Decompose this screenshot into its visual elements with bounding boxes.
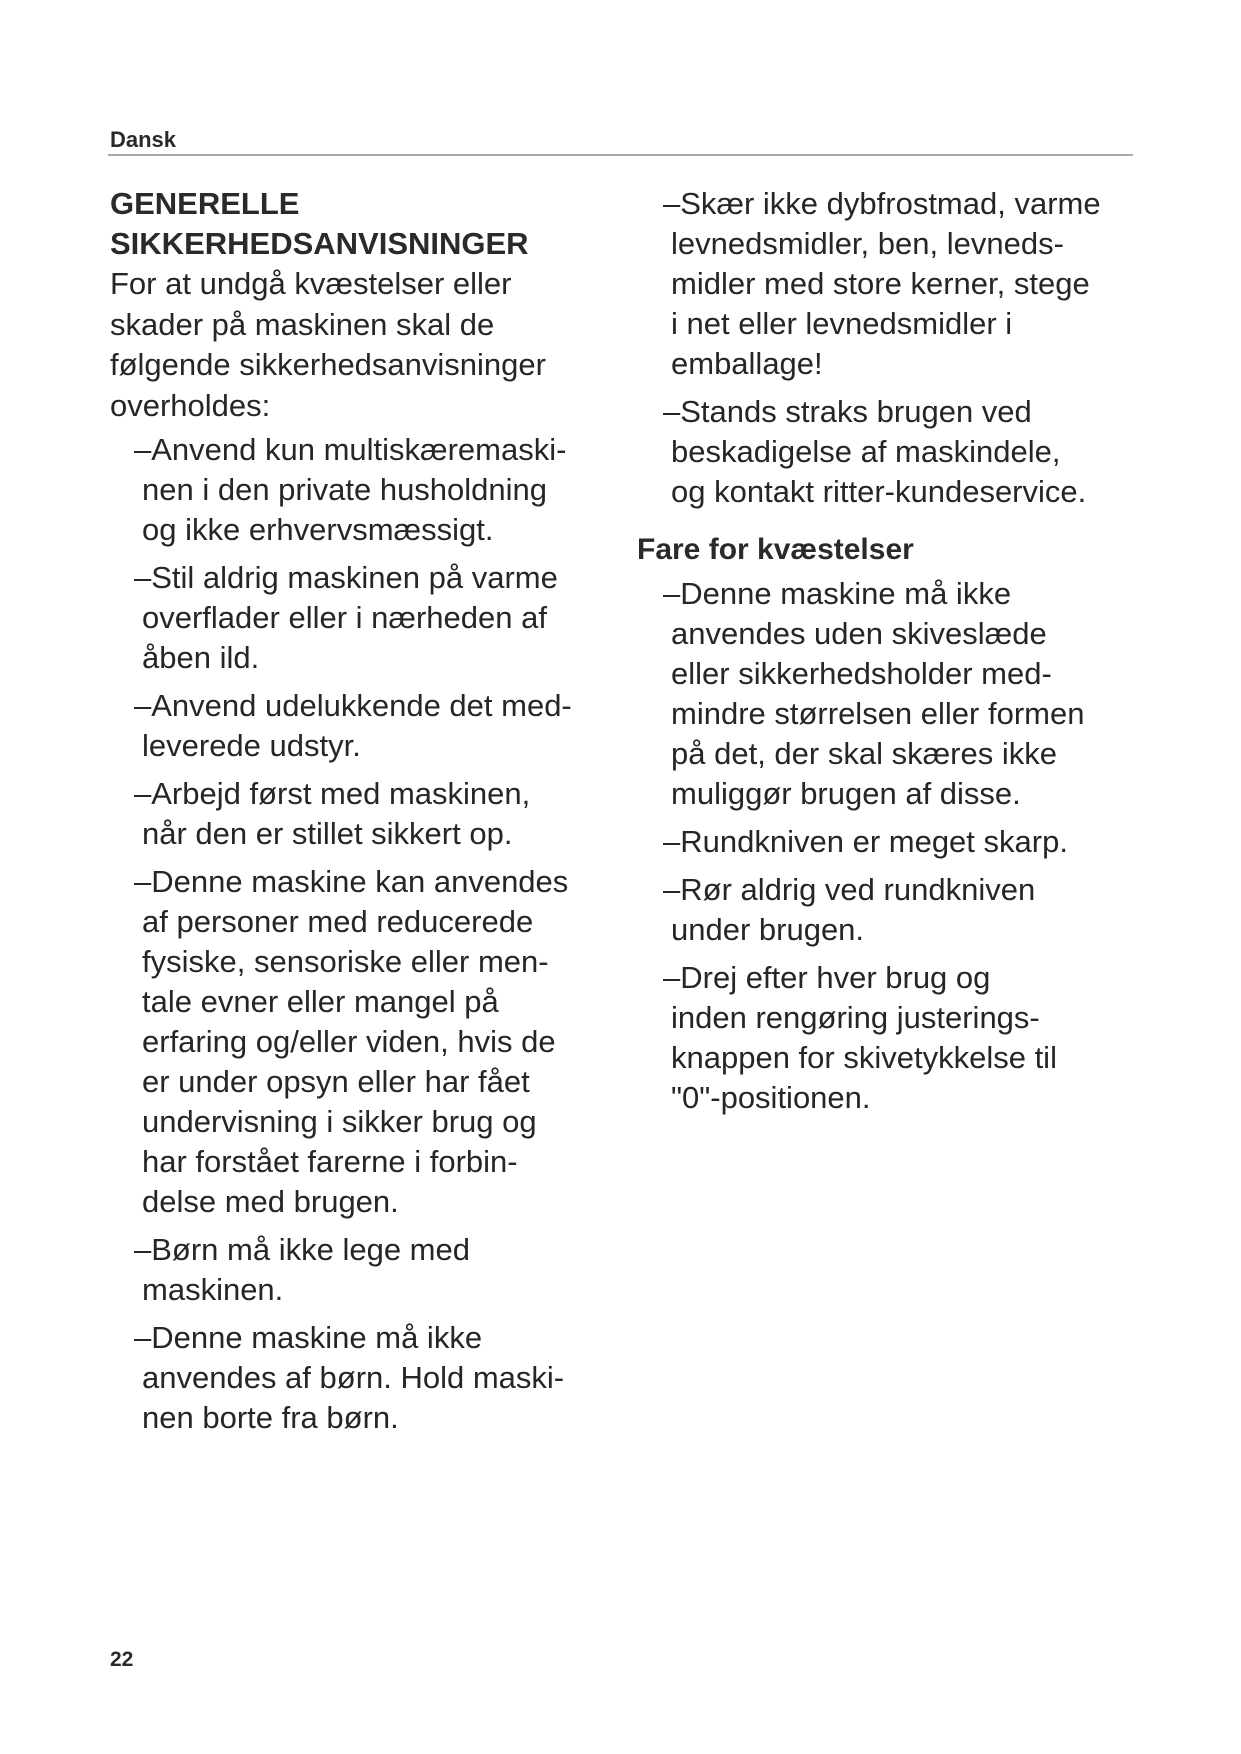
item-line: –Skær ikke dybfrostmad, varme xyxy=(663,186,1101,221)
list-item xyxy=(663,574,1157,814)
item-line: levnedsmidler, ben, levneds- xyxy=(671,226,1064,261)
list-item xyxy=(134,774,630,854)
item-line: når den er stillet sikkert op. xyxy=(142,816,513,851)
language-label: Dansk xyxy=(110,127,177,152)
list-item xyxy=(663,392,1157,512)
item-line: –Rør aldrig ved rundkniven xyxy=(663,872,1036,907)
item-line: i net eller levnedsmidler i xyxy=(671,306,1013,341)
list-item xyxy=(134,686,630,766)
item-line: åben ild. xyxy=(142,640,260,675)
item-line: og kontakt ritter-kundeservice. xyxy=(671,474,1087,509)
item-line: anvendes af børn. Hold maski- xyxy=(142,1360,565,1395)
item-line: er under opsyn eller har fået xyxy=(142,1064,530,1099)
item-line: –Denne maskine må ikke xyxy=(134,1320,483,1355)
item-line: "0"-positionen. xyxy=(671,1080,871,1115)
item-line: og ikke erhvervsmæssigt. xyxy=(142,512,494,547)
item-line: har forstået farerne i forbin- xyxy=(142,1144,518,1179)
list-item xyxy=(663,958,1157,1118)
item-line: undervisning i sikker brug og xyxy=(142,1104,537,1139)
item-line: delse med brugen. xyxy=(142,1184,399,1219)
title-line: SIKKERHEDSANVISNINGER xyxy=(110,226,529,261)
item-line: –Denne maskine må ikke xyxy=(663,576,1012,611)
list-item xyxy=(134,1230,630,1310)
item-line: maskinen. xyxy=(142,1272,284,1307)
list-item xyxy=(663,184,1157,384)
item-line: under brugen. xyxy=(671,912,865,947)
item-line: nen i den private husholdning xyxy=(142,472,548,507)
item-line: fysiske, sensoriske eller men- xyxy=(142,944,549,979)
hazard-list xyxy=(663,574,1157,1118)
item-line: inden rengøring justerings- xyxy=(671,1000,1040,1035)
item-line: på det, der skal skæres ikke xyxy=(671,736,1057,771)
item-line: beskadigelse af maskindele, xyxy=(671,434,1061,469)
list-item xyxy=(134,430,630,550)
item-line: anvendes uden skiveslæde xyxy=(671,616,1047,651)
intro-paragraph xyxy=(110,264,630,426)
item-line: –Anvend udelukkende det med- xyxy=(134,688,572,723)
section-title xyxy=(110,184,630,264)
injury-hazard-heading: Fare for kvæstelser xyxy=(637,533,914,566)
item-line: –Anvend kun multiskæremaski- xyxy=(134,432,567,467)
list-item xyxy=(134,862,630,1222)
item-line: muliggør brugen af disse. xyxy=(671,776,1021,811)
item-line: mindre størrelsen eller formen xyxy=(671,696,1085,731)
item-line: midler med store kerner, stege xyxy=(671,266,1090,301)
item-line: knappen for skivetykkelse til xyxy=(671,1040,1057,1075)
item-line: –Stands straks brugen ved xyxy=(663,394,1032,429)
intro-line: For at undgå kvæstelser eller xyxy=(110,266,512,301)
item-line: –Drej efter hver brug og xyxy=(663,960,991,995)
item-line: tale evner eller mangel på xyxy=(142,984,499,1019)
header-divider xyxy=(108,154,1133,156)
item-line: erfaring og/eller viden, hvis de xyxy=(142,1024,556,1059)
intro-line: skader på maskinen skal de xyxy=(110,306,495,342)
item-line: overflader eller i nærheden af xyxy=(142,600,547,635)
item-line: –Rundkniven er meget skarp. xyxy=(663,824,1068,859)
list-item xyxy=(663,822,1157,862)
intro-line: overholdes: xyxy=(110,387,271,423)
list-item xyxy=(134,1318,630,1438)
title-line: GENERELLE xyxy=(110,186,300,221)
list-item xyxy=(134,558,630,678)
item-line: –Arbejd først med maskinen, xyxy=(134,776,531,811)
left-column xyxy=(110,184,630,1446)
item-line: leverede udstyr. xyxy=(142,728,361,763)
item-line: –Børn må ikke lege med xyxy=(134,1232,470,1267)
page-number: 22 xyxy=(110,1648,134,1671)
list-item xyxy=(663,870,1157,950)
item-line: nen borte fra børn. xyxy=(142,1400,399,1435)
item-line: eller sikkerhedsholder med- xyxy=(671,656,1052,691)
right-column xyxy=(637,184,1157,1126)
item-line: –Denne maskine kan anvendes xyxy=(134,864,569,899)
item-line: emballage! xyxy=(671,346,823,381)
safety-list xyxy=(134,430,630,1438)
safety-list xyxy=(663,184,1157,512)
intro-line: følgende sikkerhedsanvisninger xyxy=(110,347,546,382)
item-line: af personer med reducerede xyxy=(142,904,534,939)
item-line: –Stil aldrig maskinen på varme xyxy=(134,560,558,595)
